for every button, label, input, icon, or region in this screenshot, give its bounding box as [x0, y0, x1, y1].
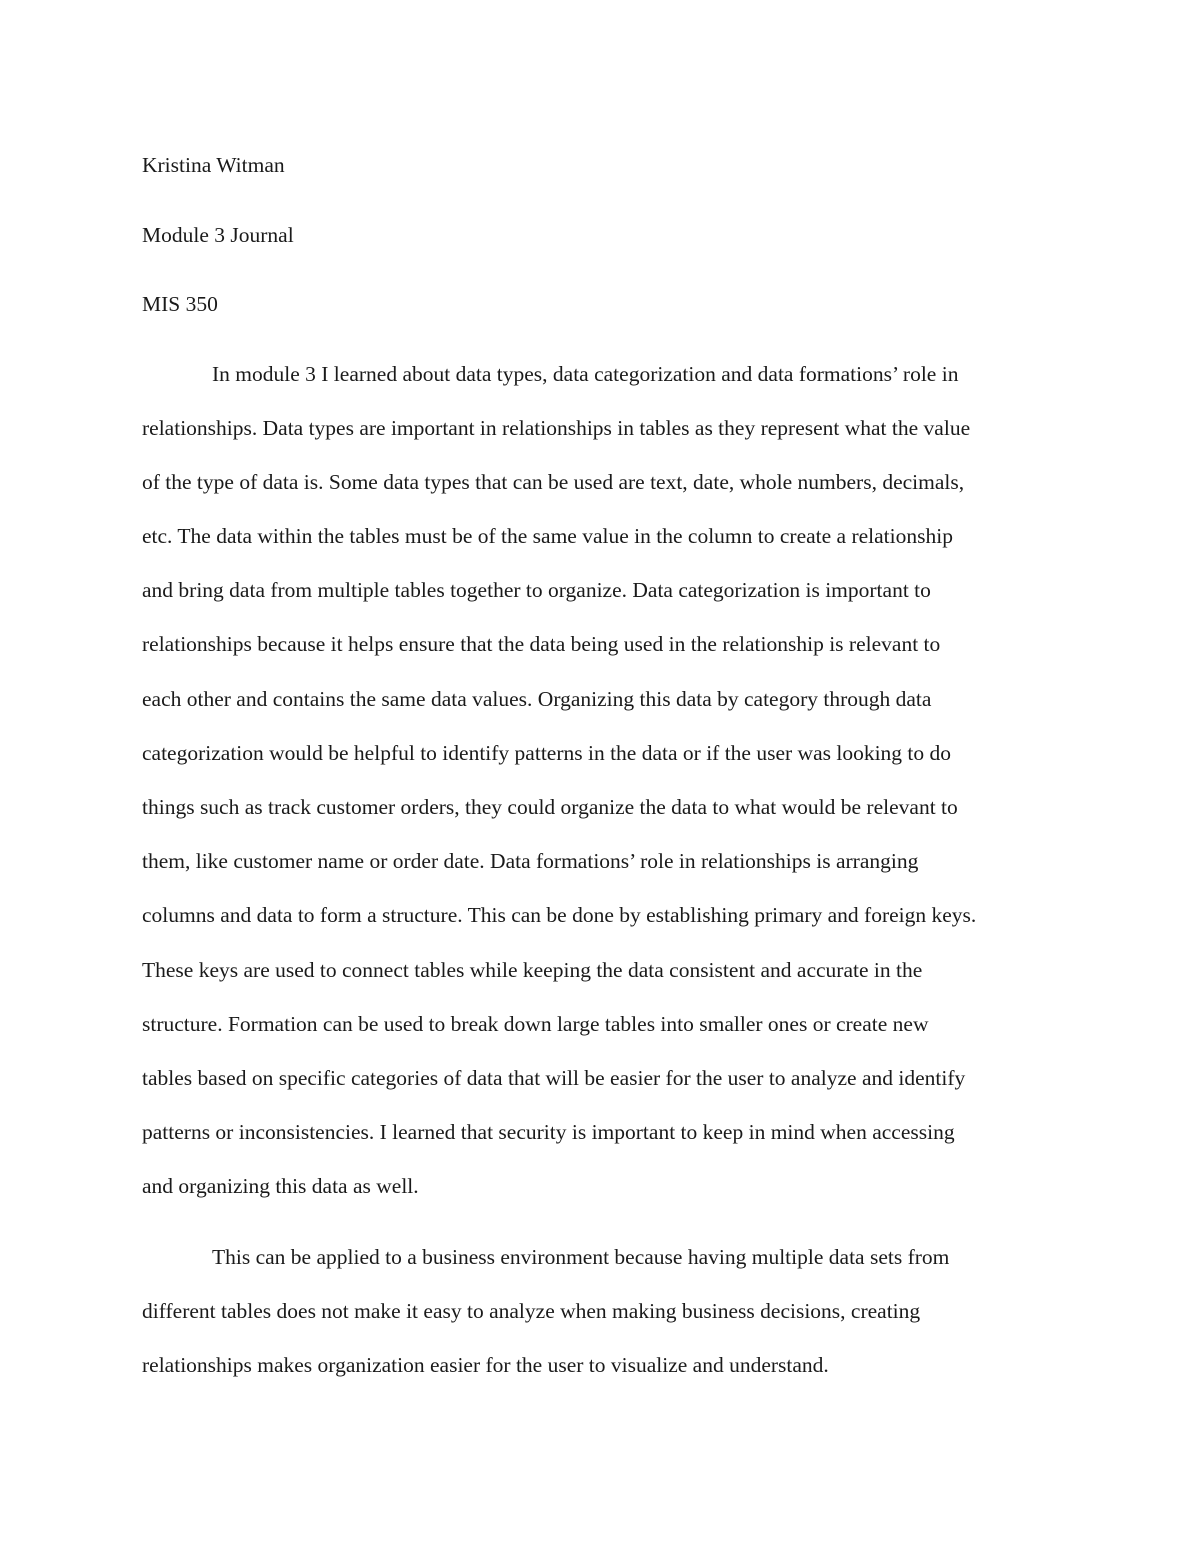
- paragraph-line: patterns or inconsistencies. I learned that security is important to keep in mind when accessing: [142, 1120, 955, 1145]
- paragraph-line: relationships because it helps ensure that the data being used in the relationship is relevant to: [142, 632, 941, 657]
- course-code: MIS 350: [142, 292, 218, 316]
- paragraph-2: [142, 1230, 1060, 1393]
- document-text: [142, 138, 1060, 1392]
- author-name: Kristina Witman: [142, 153, 285, 177]
- paragraph-line: relationships makes organization easier for the user to visualize and understand.: [142, 1352, 829, 1377]
- paragraph-1: [142, 347, 1060, 1214]
- paragraph-line: and organizing this data as well.: [142, 1174, 419, 1199]
- paragraph-line: In module 3 I learned about data types, data categorization and data formations’ role in: [212, 361, 959, 386]
- paragraph-line: of the type of data is. Some data types that can be used are text, date, whole numbers, decimals,: [142, 469, 965, 494]
- paragraph-line: columns and data to form a structure. This can be done by establishing primary and foreign keys.: [142, 903, 977, 928]
- paragraph-line: structure. Formation can be used to break down large tables into smaller ones or create new: [142, 1011, 929, 1036]
- paragraph-line: etc. The data within the tables must be of the same value in the column to create a relationship: [142, 524, 953, 549]
- paragraph-line: them, like customer name or order date. Data formations’ role in relationships is arranging: [142, 849, 919, 874]
- assignment-title: Module 3 Journal: [142, 222, 294, 247]
- paragraph-line: and bring data from multiple tables together to organize. Data categorization is important to: [142, 578, 931, 603]
- paragraph-line: These keys are used to connect tables while keeping the data consistent and accurate in the: [142, 957, 923, 982]
- paragraph-line: relationships. Data types are important in relationships in tables as they represent what the value: [142, 415, 971, 440]
- paragraph-line: This can be applied to a business environment because having multiple data sets from: [212, 1244, 950, 1269]
- paragraph-line: different tables does not make it easy to analyze when making business decisions, creating: [142, 1298, 921, 1323]
- paragraph-line: each other and contains the same data values. Organizing this data by category through data: [142, 686, 932, 711]
- paragraph-spacer: [142, 1214, 1060, 1230]
- paragraph-line: things such as track customer orders, they could organize the data to what would be relevant to: [142, 795, 958, 819]
- paragraph-line: categorization would be helpful to identify patterns in the data or if the user was looking to do: [142, 740, 952, 765]
- paragraph-line: tables based on specific categories of data that will be easier for the user to analyze and identify: [142, 1065, 966, 1090]
